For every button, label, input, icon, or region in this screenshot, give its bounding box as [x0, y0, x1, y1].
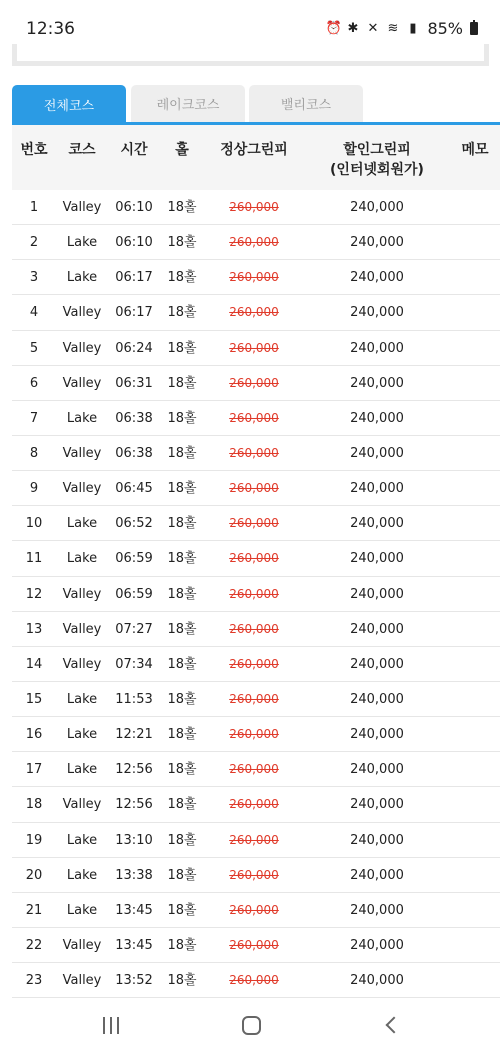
- cell-discount-fee: 240,000: [350, 375, 404, 391]
- header-course: 코스: [68, 142, 96, 158]
- cell-course: Valley: [62, 340, 102, 356]
- cell-memo: [450, 331, 500, 366]
- table-row[interactable]: [12, 260, 500, 295]
- cell-holes: 18홀: [167, 305, 197, 321]
- cell-time: 06:59: [115, 586, 153, 602]
- cell-discount-fee: 240,000: [350, 691, 404, 707]
- status-icons: [325, 19, 478, 38]
- top-panel: [12, 44, 489, 66]
- cell-discount-fee: 240,000: [350, 867, 404, 883]
- cell-memo: [450, 366, 500, 401]
- table-row[interactable]: [12, 787, 500, 822]
- cell-no: 12: [25, 586, 43, 602]
- cell-discount-fee: 240,000: [350, 516, 404, 532]
- cell-regular-fee: 260,000: [229, 481, 279, 496]
- cell-course: Valley: [62, 973, 102, 989]
- header-no: 번호: [20, 142, 48, 158]
- cell-discount-fee: 240,000: [350, 340, 404, 356]
- cell-discount-fee: 240,000: [350, 305, 404, 321]
- table-row[interactable]: [12, 541, 500, 576]
- table-header: [12, 125, 500, 190]
- cell-course: Valley: [62, 481, 102, 497]
- cell-no: 3: [29, 270, 39, 286]
- cell-no: 2: [29, 235, 39, 251]
- cell-no: 13: [25, 621, 43, 637]
- header-discount-note: (인터넷회원가): [330, 162, 424, 178]
- cell-memo: [450, 190, 500, 225]
- cell-memo: [450, 295, 500, 330]
- cell-course: Lake: [66, 902, 98, 918]
- cell-time: 06:52: [115, 516, 153, 532]
- cell-memo: [450, 506, 500, 541]
- cell-discount-fee: 240,000: [350, 727, 404, 743]
- cell-holes: 18홀: [167, 270, 197, 286]
- cell-no: 5: [29, 340, 39, 356]
- cell-course: Valley: [62, 375, 102, 391]
- alarm-icon: ⏰: [325, 21, 342, 36]
- cell-time: 06:38: [115, 445, 153, 461]
- cell-no: 15: [25, 691, 43, 707]
- cell-time: 06:31: [115, 375, 153, 391]
- cell-no: 1: [29, 200, 39, 215]
- table-row[interactable]: [12, 366, 500, 401]
- cell-discount-fee: 240,000: [350, 937, 404, 953]
- cell-holes: 18홀: [167, 902, 197, 918]
- cell-course: Lake: [66, 270, 98, 286]
- table-row[interactable]: [12, 506, 500, 541]
- cell-holes: 18홀: [167, 200, 197, 215]
- cell-time: 12:56: [115, 797, 153, 813]
- tab-valley-course[interactable]: 밸리코스: [249, 85, 363, 122]
- cell-course: Lake: [66, 410, 98, 426]
- cell-regular-fee: 260,000: [229, 762, 279, 777]
- cell-time: 13:10: [115, 832, 153, 848]
- cell-memo: [450, 260, 500, 295]
- cell-no: 19: [25, 832, 43, 848]
- cell-holes: 18홀: [167, 691, 197, 707]
- cell-no: 11: [25, 551, 43, 567]
- cell-memo: [450, 752, 500, 787]
- cell-no: 6: [29, 375, 39, 391]
- cell-time: 13:45: [115, 937, 153, 953]
- table-row[interactable]: [12, 295, 500, 330]
- cell-regular-fee: 260,000: [229, 902, 279, 917]
- table-row[interactable]: [12, 225, 500, 260]
- cell-holes: 18홀: [167, 621, 197, 637]
- bluetooth-icon: ✱: [347, 21, 359, 36]
- cell-holes: 18홀: [167, 937, 197, 953]
- tab-lake-course[interactable]: 레이크코스: [131, 85, 245, 122]
- cell-discount-fee: 240,000: [350, 973, 404, 989]
- table-row[interactable]: [12, 823, 500, 858]
- cell-memo: [450, 471, 500, 506]
- tee-time-table: [12, 125, 500, 998]
- cell-discount-fee: 240,000: [350, 902, 404, 918]
- cell-no: 9: [29, 481, 39, 497]
- cell-discount-fee: 240,000: [350, 481, 404, 497]
- cell-holes: 18홀: [167, 586, 197, 602]
- cell-holes: 18홀: [167, 516, 197, 532]
- cell-holes: 18홀: [167, 445, 197, 461]
- cell-no: 7: [29, 410, 39, 426]
- cell-memo: [450, 858, 500, 893]
- cell-memo: [450, 225, 500, 260]
- cell-no: 4: [29, 305, 39, 321]
- home-button[interactable]: [231, 1010, 271, 1040]
- cell-course: Lake: [66, 867, 98, 883]
- table-row[interactable]: [12, 190, 500, 225]
- battery-percent: 85%: [427, 19, 463, 38]
- cell-regular-fee: 260,000: [229, 621, 279, 636]
- table-row[interactable]: [12, 893, 500, 928]
- cell-course: Valley: [62, 797, 102, 813]
- cell-holes: 18홀: [167, 340, 197, 356]
- cell-regular-fee: 260,000: [229, 586, 279, 601]
- cell-memo: [450, 928, 500, 963]
- header-time: 시간: [120, 142, 148, 158]
- cell-regular-fee: 260,000: [229, 200, 279, 214]
- cell-regular-fee: 260,000: [229, 551, 279, 566]
- cell-time: 13:45: [115, 902, 153, 918]
- cell-no: 10: [25, 516, 43, 532]
- table-row[interactable]: [12, 717, 500, 752]
- cell-memo: [450, 436, 500, 471]
- cell-memo: [450, 541, 500, 576]
- cell-regular-fee: 260,000: [229, 410, 279, 425]
- cell-course: Valley: [62, 586, 102, 602]
- cell-time: 07:34: [115, 656, 153, 672]
- cell-course: Valley: [62, 621, 102, 637]
- cell-memo: [450, 612, 500, 647]
- table-row[interactable]: [12, 858, 500, 893]
- battery-icon: [470, 22, 478, 35]
- cell-holes: 18홀: [167, 762, 197, 778]
- cell-no: 8: [29, 445, 39, 461]
- table-row[interactable]: [12, 682, 500, 717]
- cell-regular-fee: 260,000: [229, 305, 279, 320]
- cell-time: 06:38: [115, 410, 153, 426]
- cell-course: Lake: [66, 832, 98, 848]
- cell-course: Lake: [66, 235, 98, 251]
- cell-course: Lake: [66, 551, 98, 567]
- table-row[interactable]: [12, 331, 500, 366]
- cell-discount-fee: 240,000: [350, 270, 404, 286]
- table-row[interactable]: [12, 963, 500, 998]
- cell-regular-fee: 260,000: [229, 375, 279, 390]
- cell-no: 21: [25, 902, 43, 918]
- cell-discount-fee: 240,000: [350, 762, 404, 778]
- cell-regular-fee: 260,000: [229, 937, 279, 952]
- course-tabs: [12, 85, 489, 124]
- cell-regular-fee: 260,000: [229, 235, 279, 250]
- cell-no: 18: [25, 797, 43, 813]
- header-regular-fee: 정상그린피: [220, 142, 288, 158]
- cell-memo: [450, 682, 500, 717]
- cell-discount-fee: 240,000: [350, 410, 404, 426]
- status-time: 12:36: [26, 19, 75, 39]
- cell-no: 22: [25, 937, 43, 953]
- cell-memo: [450, 717, 500, 752]
- cell-holes: 18홀: [167, 973, 197, 989]
- home-icon: [242, 1016, 261, 1035]
- wifi-icon: ≋: [387, 21, 399, 36]
- cell-discount-fee: 240,000: [350, 656, 404, 672]
- cell-holes: 18홀: [167, 797, 197, 813]
- cell-regular-fee: 260,000: [229, 340, 279, 355]
- cell-regular-fee: 260,000: [229, 797, 279, 812]
- cell-no: 23: [25, 973, 43, 989]
- cell-memo: [450, 823, 500, 858]
- table-row[interactable]: [12, 928, 500, 963]
- cell-holes: 18홀: [167, 656, 197, 672]
- table-row[interactable]: [12, 577, 500, 612]
- cell-discount-fee: 240,000: [350, 445, 404, 461]
- cell-time: 12:21: [115, 727, 153, 743]
- header-memo: 메모: [461, 142, 489, 158]
- header-discount-fee: 할인그린피: [343, 142, 411, 158]
- cell-no: 17: [25, 762, 43, 778]
- cell-discount-fee: 240,000: [350, 832, 404, 848]
- cell-regular-fee: 260,000: [229, 445, 279, 460]
- cell-course: Valley: [62, 937, 102, 953]
- cell-time: 06:24: [115, 340, 153, 356]
- cell-regular-fee: 260,000: [229, 691, 279, 706]
- header-holes: 홀: [175, 142, 189, 158]
- cell-discount-fee: 240,000: [350, 551, 404, 567]
- cell-course: Valley: [62, 305, 102, 321]
- table-row[interactable]: [12, 612, 500, 647]
- cell-time: 13:38: [115, 867, 153, 883]
- back-button[interactable]: [371, 1010, 411, 1040]
- back-icon: [386, 1017, 403, 1034]
- cell-time: 12:56: [115, 762, 153, 778]
- cell-time: 13:52: [115, 973, 153, 989]
- cell-no: 16: [25, 727, 43, 743]
- system-nav-bar: [0, 1000, 500, 1055]
- cell-holes: 18홀: [167, 832, 197, 848]
- cell-memo: [450, 577, 500, 612]
- cell-discount-fee: 240,000: [350, 200, 404, 215]
- mute-icon: ✕: [367, 21, 379, 36]
- cell-regular-fee: 260,000: [229, 832, 279, 847]
- cell-holes: 18홀: [167, 410, 197, 426]
- cell-holes: 18홀: [167, 235, 197, 251]
- table-body: [12, 190, 500, 998]
- cell-no: 20: [25, 867, 43, 883]
- cell-course: Valley: [62, 656, 102, 672]
- table-row[interactable]: [12, 752, 500, 787]
- cell-discount-fee: 240,000: [350, 586, 404, 602]
- cell-regular-fee: 260,000: [229, 867, 279, 882]
- recent-apps-icon: [103, 1017, 119, 1034]
- cell-regular-fee: 260,000: [229, 727, 279, 742]
- cell-course: Valley: [62, 445, 102, 461]
- cell-holes: 18홀: [167, 481, 197, 497]
- cell-regular-fee: 260,000: [229, 270, 279, 285]
- cell-time: 07:27: [115, 621, 153, 637]
- cell-no: 14: [25, 656, 43, 672]
- cell-memo: [450, 963, 500, 998]
- cell-memo: [450, 401, 500, 436]
- signal-icon: ▮: [409, 21, 417, 36]
- cell-time: 06:17: [115, 305, 153, 321]
- cell-time: 06:45: [115, 481, 153, 497]
- cell-time: 06:10: [115, 200, 153, 215]
- table-row[interactable]: [12, 436, 500, 471]
- cell-memo: [450, 893, 500, 928]
- cell-course: Valley: [62, 200, 102, 215]
- cell-memo: [450, 787, 500, 822]
- cell-time: 06:59: [115, 551, 153, 567]
- cell-regular-fee: 260,000: [229, 656, 279, 671]
- cell-holes: 18홀: [167, 867, 197, 883]
- tab-all-courses[interactable]: 전체코스: [12, 85, 126, 124]
- cell-holes: 18홀: [167, 551, 197, 567]
- cell-discount-fee: 240,000: [350, 797, 404, 813]
- recent-apps-button[interactable]: [91, 1010, 131, 1040]
- cell-course: Lake: [66, 762, 98, 778]
- cell-discount-fee: 240,000: [350, 621, 404, 637]
- cell-time: 06:17: [115, 270, 153, 286]
- cell-course: Lake: [66, 516, 98, 532]
- cell-holes: 18홀: [167, 727, 197, 743]
- cell-time: 11:53: [115, 691, 153, 707]
- cell-course: Lake: [66, 727, 98, 743]
- cell-holes: 18홀: [167, 375, 197, 391]
- cell-discount-fee: 240,000: [350, 235, 404, 251]
- cell-time: 06:10: [115, 235, 153, 251]
- table-row[interactable]: [12, 471, 500, 506]
- cell-course: Lake: [66, 691, 98, 707]
- table-row[interactable]: [12, 647, 500, 682]
- cell-memo: [450, 647, 500, 682]
- cell-regular-fee: 260,000: [229, 973, 279, 988]
- cell-regular-fee: 260,000: [229, 516, 279, 531]
- table-row[interactable]: [12, 401, 500, 436]
